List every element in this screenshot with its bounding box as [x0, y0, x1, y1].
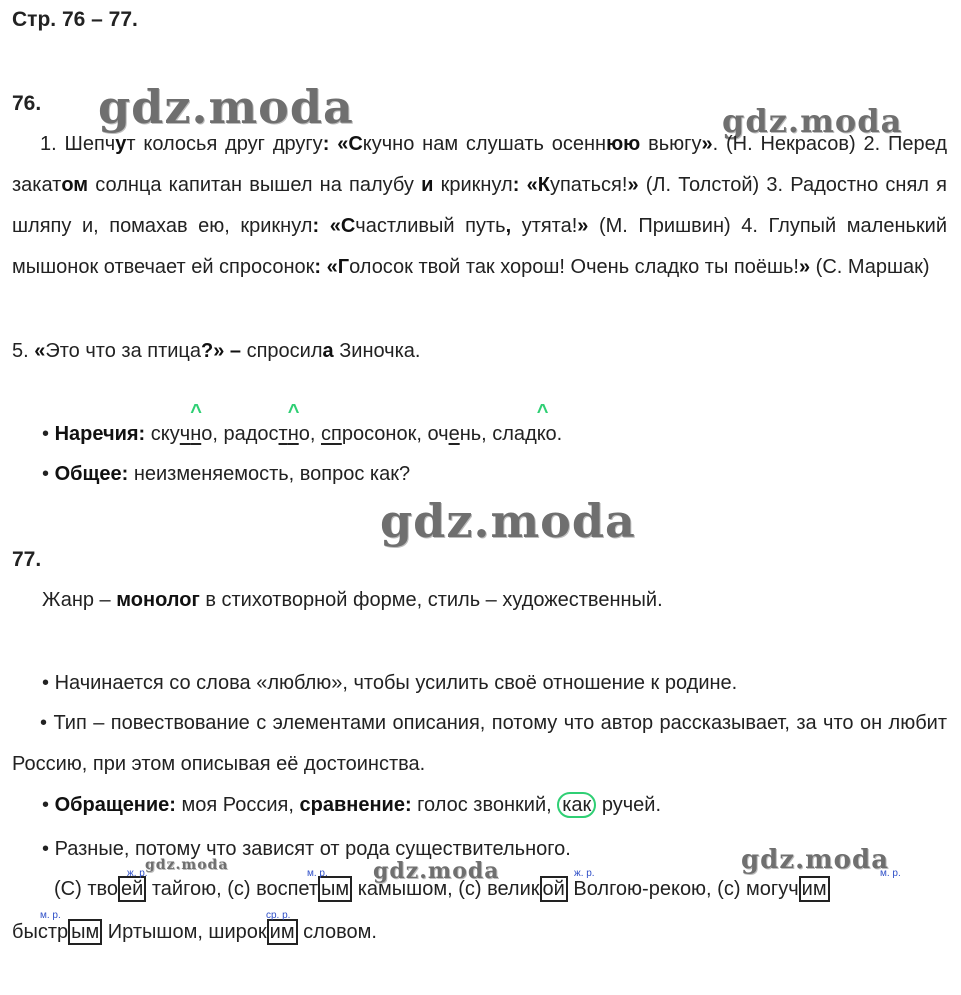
- gender-tag: ср. р.: [266, 910, 291, 921]
- bullet-address: • Обращение: моя Россия, сравнение: голос звонкий, как ручей.: [42, 794, 662, 816]
- endings-line-2: быстр ым Иртышом, широк им словом.: [12, 921, 377, 943]
- watermark: gdz.moda: [145, 857, 229, 873]
- ending-box: ой: [540, 876, 568, 902]
- watermark: gdz.moda: [98, 80, 354, 134]
- ending-box: им: [799, 876, 830, 902]
- suffix-mark: ^: [287, 401, 300, 423]
- ending-box: ым: [318, 876, 352, 902]
- bullet-type: • Тип – повествование с элементами описания, потому что автор рассказывает, за что он любит Россию, при этом описывая её достоинства.: [12, 712, 947, 775]
- bullet-start: • Начинается со слова «люблю», чтобы усилить своё отношение к родине.: [42, 672, 738, 694]
- common-line: • Общее: неизменяемость, вопрос как?: [42, 463, 411, 485]
- genre-line: Жанр – монолог в стихотворной форме, стиль – художественный.: [42, 589, 663, 611]
- watermark: gdz.moda: [722, 102, 903, 140]
- ending-box: им: [267, 919, 298, 945]
- gender-tag: м. р.: [307, 868, 328, 879]
- exercise-76-text: 1. Шепчут колосья друг другу: «Скучно нам слушать осеннюю вьюгу». (Н. Некрасов) 2. Перед закатом солнца капитан вышел на палубу и крикнул: «Купаться!» (Л. Толстой) 3. Радостно снял я шляпу и, помахав ею, крикнул: «Счастливый путь, утята!» (М. Пришвин) 4. Глупый маленький мышонок отвечает ей спросонок: «Голосок твой так хорош! Очень сладко ты поёшь!» (С. Маршак): [12, 133, 948, 278]
- bullet-different: • Разные, потому что зависят от рода существительного.: [42, 838, 571, 860]
- exercise-number: 76.: [12, 92, 42, 115]
- gender-tag: м. р.: [40, 910, 61, 921]
- watermark: gdz.moda: [373, 858, 500, 884]
- ending-box: ым: [68, 919, 102, 945]
- circled-word: как: [557, 792, 596, 818]
- gender-tag: ж. р.: [127, 868, 148, 879]
- endings-line-1: (С) тво ей тайгою, (с) воспет ым камышом, (с) велик ой Волгою-рекою, (с) могуч им: [54, 878, 830, 901]
- gender-tag: м. р.: [880, 868, 901, 879]
- ending-box: ей: [118, 876, 146, 902]
- suffix-mark: ^: [536, 401, 549, 423]
- suffix-mark: ^: [190, 401, 202, 423]
- common-label: Общее:: [54, 463, 129, 485]
- adverbs-label: Наречия:: [54, 423, 146, 445]
- exercise-number: 77.: [12, 548, 42, 571]
- watermark: gdz.moda: [741, 845, 890, 875]
- page-header: Стр. 76 – 77.: [12, 8, 138, 31]
- adverbs-line: • Наречия: скучн ^ о, радостн ^ о, спросонок, очень, сладк ^ о.: [42, 401, 563, 445]
- exercise-76-line5: 5. «Это что за птица?» – спросила Зиночка.: [12, 340, 421, 362]
- gender-tag: ж. р.: [574, 868, 595, 879]
- watermark: gdz.moda: [380, 494, 636, 548]
